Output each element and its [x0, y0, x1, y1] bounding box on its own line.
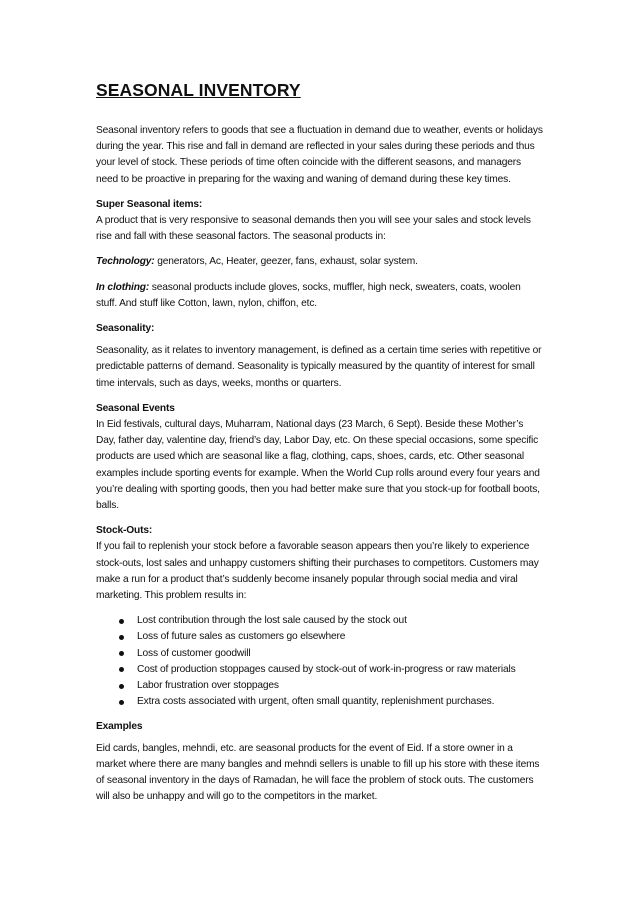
list-item: Cost of production stoppages caused by stock-out of work-in-progress or raw materials — [119, 662, 544, 678]
document-page — [96, 80, 544, 815]
technology-paragraph — [96, 254, 544, 270]
clothing-paragraph — [96, 280, 544, 312]
technology-text: generators, Ac, Heater, geezer, fans, exhaust, solar system. — [154, 256, 418, 268]
stock-outs-paragraph: If you fail to replenish your stock before a favorable season appears then you’re likely to experience stock-outs, lost sales and unhappy customers shifting their purchases to competitors. Customers may make a run for a product that’s suddenly become insanely popular through social media and viral marketing. This problem results in: — [96, 541, 539, 602]
list-item: Loss of customer goodwill — [119, 646, 544, 662]
stock-outs-bullet-list — [96, 613, 544, 710]
list-item: Labor frustration over stoppages — [119, 678, 544, 694]
document-title: SEASONAL INVENTORY — [96, 80, 301, 100]
seasonality-heading: Seasonality: — [96, 323, 155, 335]
list-item: Lost contribution through the lost sale caused by the stock out — [119, 613, 544, 629]
intro-paragraph: Seasonal inventory refers to goods that see a fluctuation in demand due to weather, events or holidays during the year. This rise and fall in demand are reflected in your sales during these periods and thus your level of stock. These periods of time often coincide with the different seasons, and managers need to be proactive in preparing for the waxing and waning of demand during these key times. — [96, 125, 543, 185]
super-seasonal-paragraph: A product that is very responsive to seasonal demands then you will see your sales and stock levels rise and fall with these seasonal factors. The seasonal products in: — [96, 215, 531, 243]
list-item: Extra costs associated with urgent, often small quantity, replenishment purchases. — [119, 694, 544, 710]
super-seasonal-heading: Super Seasonal items: — [96, 198, 203, 210]
clothing-lead: In clothing: — [96, 281, 150, 293]
examples-paragraph: Eid cards, bangles, mehndi, etc. are seasonal products for the event of Eid. If a store owner in a market where there are many bangles and mehndi sellers is unable to fill up his store with these items of seasonal inventory in the days of Ramadan, he will face the problem of stock outs. The customers will also be unhappy and will go to the competitors in the market. — [96, 742, 540, 803]
seasonal-events-heading: Seasonal Events — [96, 402, 175, 414]
seasonal-events-paragraph: In Eid festivals, cultural days, Muharram, National days (23 March, 6 Sept). Beside these Mother’s Day, father day, valentine day, friend’s day, Labor Day, etc. On these special occasions, some specific products are used which are seasonal like a flag, clothing, caps, shoes, cards, etc. Other seasonal examples include sporting events for example. When the World Cup rolls around every four years and you’re dealing with sporting goods, then you had better make sure that you stock-up for football boots, balls. — [96, 419, 540, 512]
clothing-text: seasonal products include gloves, socks, muffler, high neck, sweaters, coats, woolen stuff. And stuff like Cotton, lawn, nylon, chiffon, etc. — [96, 281, 521, 309]
seasonality-paragraph: Seasonality, as it relates to inventory management, is defined as a certain time series with repetitive or predictable patterns of demand. Seasonality is typically measured by the quantity of interest for small time intervals, such as days, weeks, months or quarters. — [96, 345, 542, 389]
examples-heading: Examples — [96, 720, 143, 732]
technology-lead: Technology: — [96, 256, 155, 268]
stock-outs-heading: Stock-Outs: — [96, 525, 153, 537]
list-item: Loss of future sales as customers go elsewhere — [119, 629, 544, 645]
